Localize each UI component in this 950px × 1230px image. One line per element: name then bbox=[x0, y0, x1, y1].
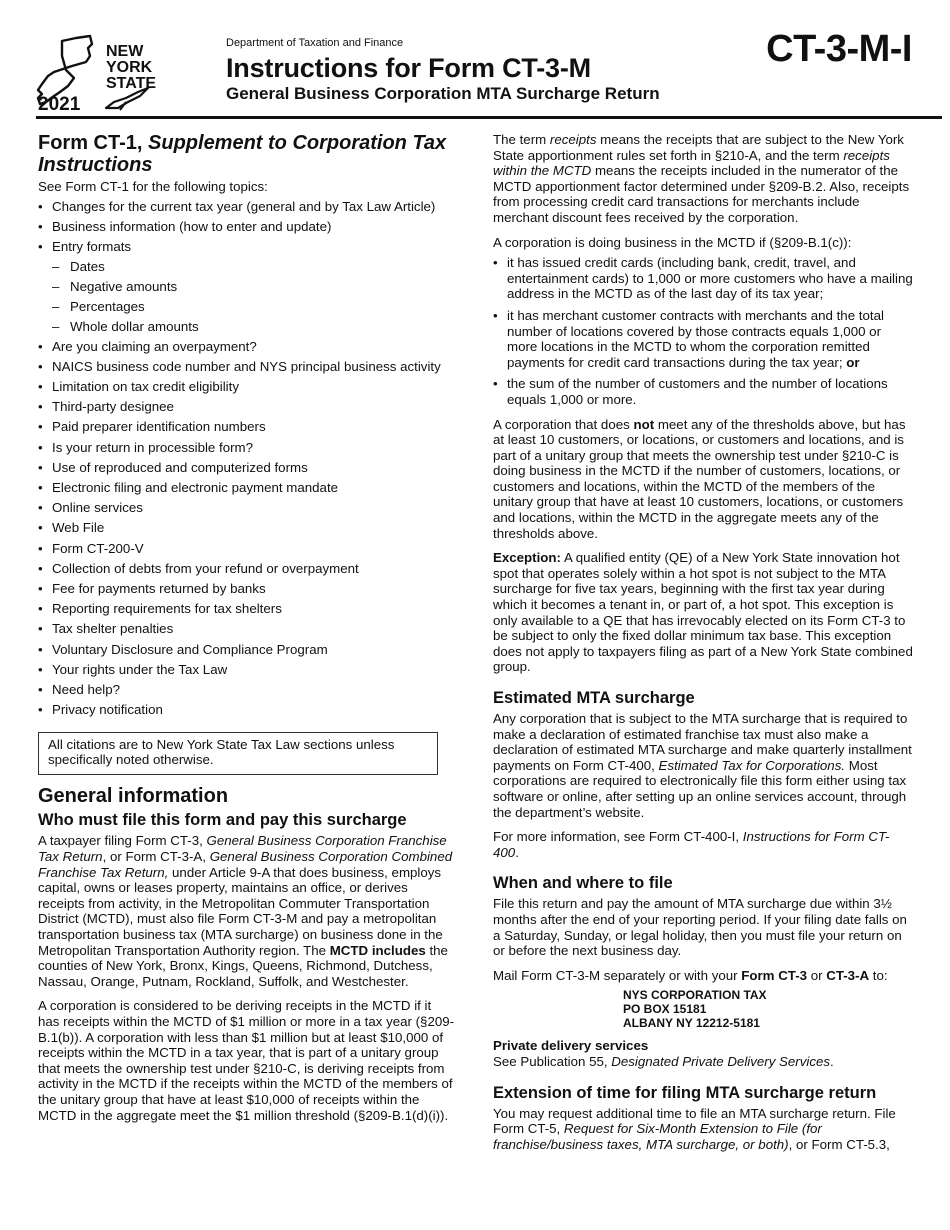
doing-business-intro: A corporation is doing business in the MCTD if (§209-B.1(c)): bbox=[493, 234, 852, 250]
topic-item: • Fee for payments returned by banks bbox=[38, 581, 456, 597]
entry-format-item: – Negative amounts bbox=[52, 279, 456, 295]
doing-business-item: • the sum of the number of customers and the number of locations equals 1,000 or more. bbox=[493, 376, 913, 407]
page-title: Instructions for Form CT-3-M bbox=[226, 53, 591, 83]
entry-formats-list bbox=[52, 259, 456, 335]
header-divider bbox=[36, 116, 942, 119]
more-information-text: For more information, see Form CT-400-I, Instructions for Form CT-400. bbox=[493, 829, 890, 860]
see-form-ct1-text: See Form CT-1 for the following topics: bbox=[38, 179, 268, 194]
right-column bbox=[493, 132, 913, 1161]
mail-instructions: Mail Form CT-3-M separately or with your Form CT-3 or CT-3-A to: bbox=[493, 967, 888, 983]
or-word: or bbox=[846, 354, 860, 370]
topic-item: • Limitation on tax credit eligibility bbox=[38, 379, 456, 395]
topic-item: • Changes for the current tax year (general and by Tax Law Article) bbox=[38, 199, 456, 215]
address-line: PO BOX 15181 bbox=[623, 1002, 707, 1017]
topic-item: • Use of reproduced and computerized forms bbox=[38, 460, 456, 476]
topic-item: • Electronic filing and electronic payment mandate bbox=[38, 480, 456, 496]
topic-item: • Third-party designee bbox=[38, 399, 456, 415]
who-must-file-paragraph: A taxpayer filing Form CT-3, General Business Corporation Franchise Tax Return, or Form CT-3-A, General Business Corporation Combined Franchise Tax Return, under Article 9-A that does business, employs capital, owns or leases property, maintains an office, or derives receipts from activity, in the Metropolitan Commuter Transportation District (MCTD), must also file Form CT-3-M and pay a metropolitan transportation business tax (MTA surcharge) on business done in the Metropolitan Transportation Authority region. The MCTD includes the counties of New York, Bronx, Kings, Queens, Richmond, Dutchess, Nassau, Orange, Putnam, Rockland, Suffolk, and Westchester. bbox=[38, 833, 453, 989]
topic-item: • NAICS business code number and NYS principal business activity bbox=[38, 359, 456, 375]
topic-item: • Voluntary Disclosure and Compliance Program bbox=[38, 642, 456, 658]
topic-item: • Need help? bbox=[38, 682, 456, 698]
estimated-mta-paragraph: Any corporation that is subject to the MTA surcharge that is required to make a declaration of estimated franchise tax must also make a declaration of estimated MTA surcharge and make quarterly installment payments on Form CT-400, Estimated Tax for Corporations. Most corporations are required to electronically file this form either using tax software or online, after setting up an online services account, through the department’s website. bbox=[493, 711, 912, 820]
form-year: 2021 bbox=[38, 94, 81, 114]
entry-format-item: – Whole dollar amounts bbox=[52, 319, 456, 335]
address-line: NYS CORPORATION TAX bbox=[623, 988, 767, 1003]
topic-item: • Online services bbox=[38, 500, 456, 516]
private-delivery-text: See Publication 55, Designated Private Delivery Services. bbox=[493, 1053, 834, 1069]
topic-item: • Form CT-200-V bbox=[38, 541, 456, 557]
topic-item-entry-formats: • Entry formats – Dates – Negative amounts – Percentages – Whole dollar amounts bbox=[38, 239, 456, 334]
topics-list bbox=[38, 199, 456, 718]
topic-item: • Reporting requirements for tax shelters bbox=[38, 601, 456, 617]
supplement-heading: Form CT-1, Supplement to Corporation Tax Instructions bbox=[38, 132, 447, 176]
topic-item: • Business information (how to enter and update) bbox=[38, 219, 456, 235]
topic-item: • Are you claiming an overpayment? bbox=[38, 339, 456, 355]
citation-note-box: All citations are to New York State Tax Law sections unless specifically noted otherwise. bbox=[38, 732, 438, 775]
address-line: ALBANY NY 12212-5181 bbox=[623, 1016, 760, 1031]
doing-business-list bbox=[493, 255, 913, 407]
entry-format-item: – Dates bbox=[52, 259, 456, 275]
topic-item: • Privacy notification bbox=[38, 702, 456, 718]
doing-business-item: • it has merchant customer contracts with merchants and the total number of locations covered by those contracts equals 1,000 or more locations in the MCTD to whom the corporation remitted payments for credit card transactions during the tax year; or bbox=[493, 308, 913, 370]
logo-word-state: STATE bbox=[106, 75, 157, 92]
topic-item: • Paid preparer identification numbers bbox=[38, 419, 456, 435]
department-name: Department of Taxation and Finance bbox=[226, 37, 404, 49]
private-delivery-heading: Private delivery services bbox=[493, 1038, 649, 1054]
who-must-file-heading: Who must file this form and pay this surcharge bbox=[38, 811, 407, 830]
general-information-heading: General information bbox=[38, 784, 229, 807]
exception-paragraph: Exception: A qualified entity (QE) of a New York State innovation hot spot that operates solely within a hot spot is not subject to the MTA surcharge for five tax years, beginning with the first tax year during which it becomes a tenant in, or part of, a hot spot. This exception is only available to a QE that has irrevocably elected on its Form CT-3 to be subject to only the fixed dollar minimum tax base. This exception does not apply to taxpayers filing as part of a New York State combined group. bbox=[493, 550, 913, 675]
estimated-mta-heading: Estimated MTA surcharge bbox=[493, 689, 695, 707]
extension-paragraph: You may request additional time to file an MTA surcharge return. File Form CT-5, Request for Six-Month Extension to File (for franchise/business taxes, MTA surcharge, or both), or Form CT-5.3, bbox=[493, 1105, 896, 1152]
topic-item: • Is your return in processible form? bbox=[38, 440, 456, 456]
receipts-paragraph: A corporation is considered to be deriving receipts in the MCTD if it has receipts within the MCTD of $1 million or more in a tax year (§209-B.1(b)). A corporation with less than $1 million but at least $10,000 of receipts within the MCTD in a tax year, that is part of a unitary group that meets the ownership test under §210-C, is deriving receipts from activity in the MCTD if the receipts within the MCTD of the members of the unitary group that have at least $10,000 of receipts within the MCTD in the aggregate meet the $1 million threshold (§209-B.1(d)(i)). bbox=[38, 998, 455, 1123]
when-where-heading: When and where to file bbox=[493, 874, 673, 893]
form-code: CT-3-M-I bbox=[766, 28, 912, 70]
when-where-paragraph: File this return and pay the amount of MTA surcharge due within 3½ months after the end of your reporting period. If your filing date falls on a Saturday, Sunday, or legal holiday, then you must file your return on or before the next business day. bbox=[493, 896, 907, 959]
page-subtitle: General Business Corporation MTA Surcharge Return bbox=[226, 84, 660, 103]
topic-item: • Tax shelter penalties bbox=[38, 621, 456, 637]
threshold-paragraph: A corporation that does not meet any of the thresholds above, but has at least 10 customers, or locations, or customers and locations, and is part of a unitary group that meets the ownership test under §210-C is doing business in the MCTD if the number of customers, locations, or customers and locations, within the MCTD of the members of the unitary group that have at least 10 customers, locations, or customers and locations, within the MCTD in the aggregate meets any of the thresholds above. bbox=[493, 416, 906, 541]
entry-format-item: – Percentages bbox=[52, 299, 456, 315]
mailing-address bbox=[623, 988, 913, 1030]
topic-item: • Your rights under the Tax Law bbox=[38, 662, 456, 678]
logo-word-york: YORK bbox=[106, 59, 153, 76]
new-york-state-logo bbox=[36, 34, 164, 114]
topic-item: • Web File bbox=[38, 520, 456, 536]
extension-heading: Extension of time for filing MTA surcharge return bbox=[493, 1083, 877, 1102]
page-header bbox=[0, 0, 950, 122]
term-receipts-paragraph: The term receipts means the receipts that are subject to the New York State apportionment rules set forth in §210-A, and the term receipts within the MCTD means the receipts included in the numerator of the MCTD apportionment factor determined under §209-B.2. Also, receipts from processing credit card transactions for merchants include merchant discount fees received by the corporation. bbox=[493, 132, 910, 225]
doing-business-item: • it has issued credit cards (including bank, credit, travel, and entertainment cards) to 1,000 or more customers who have a mailing address in the MCTD as of the last day of its tax year; bbox=[493, 255, 913, 302]
left-column bbox=[38, 132, 456, 1132]
logo-word-new: NEW bbox=[106, 43, 144, 60]
topic-item: • Collection of debts from your refund or overpayment bbox=[38, 561, 456, 577]
